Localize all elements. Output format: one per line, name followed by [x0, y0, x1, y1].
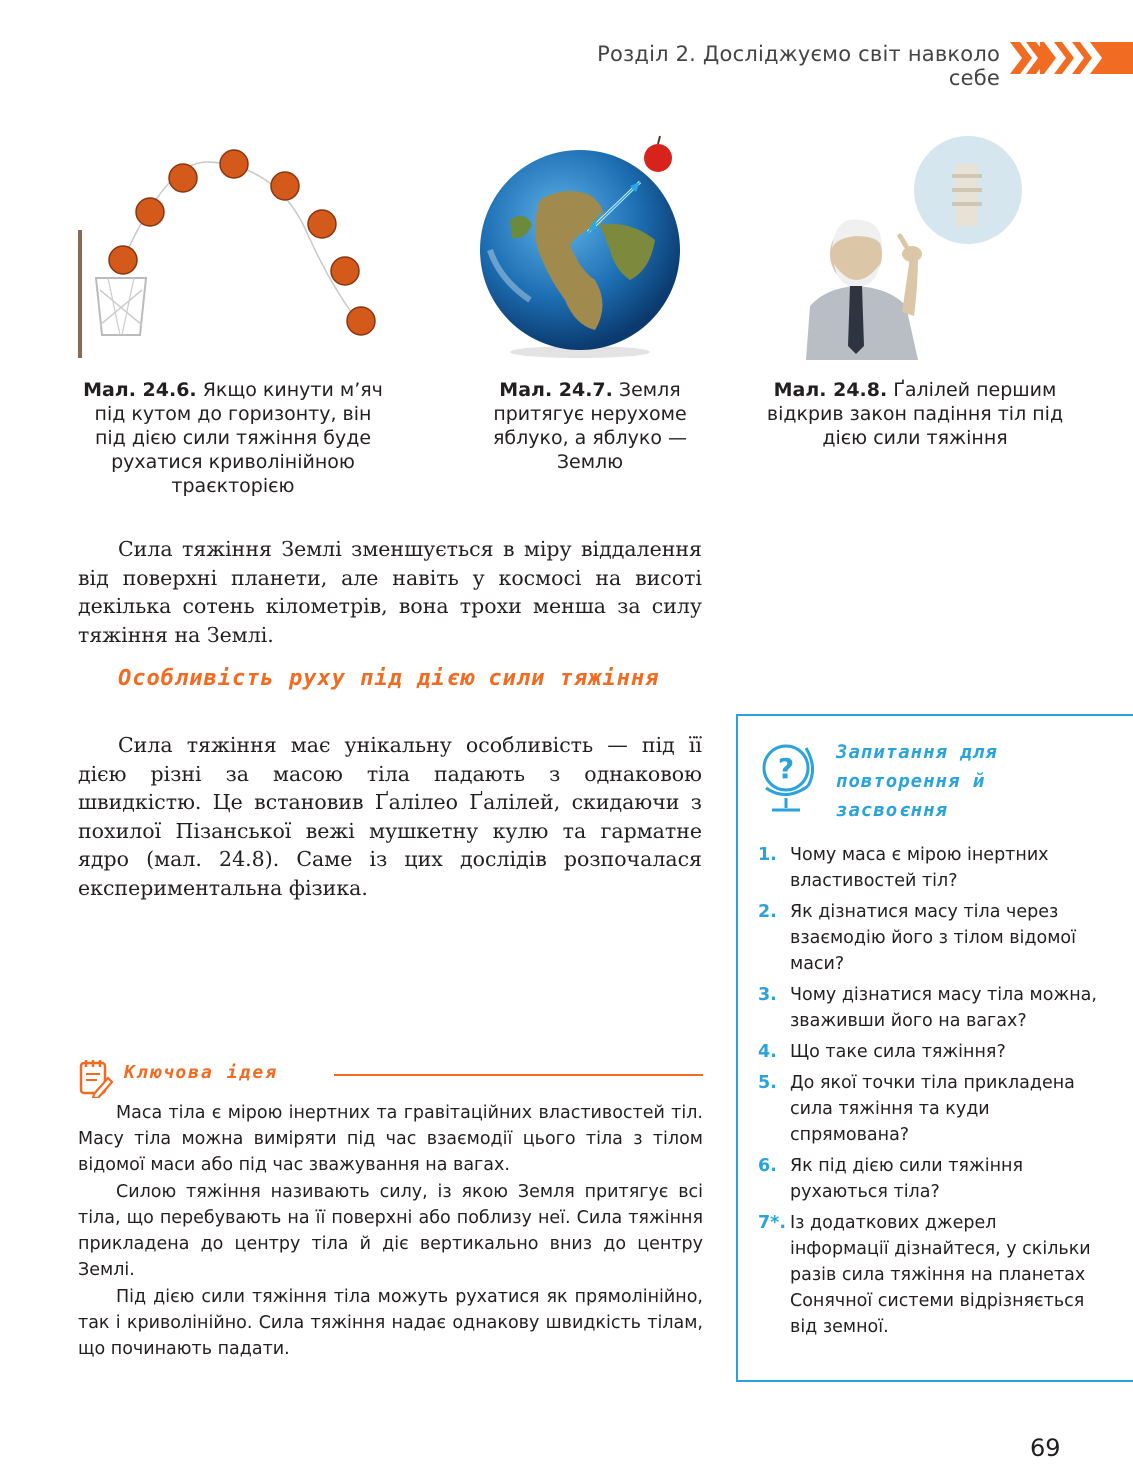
figure-caption-24-6 [78, 378, 388, 498]
question-text: Із додаткових джерел інформації дізнайтеся, у скільки разів сила тяжіння на планетах Сонячної системи відрізняється від земної. [790, 1213, 1091, 1337]
question-item [758, 1210, 1098, 1340]
question-number: 3. [758, 985, 777, 1005]
question-number: 1. [758, 845, 777, 865]
question-number: 4. [758, 1042, 777, 1062]
question-number: 2. [758, 902, 777, 922]
earth-apple-figure [470, 130, 690, 360]
figure-caption-text: Земля притягує нерухоме яблуко, а яблуко — Землю [492, 379, 688, 473]
question-text: Як під дією сили тяжіння рухаються тіла? [790, 1156, 1023, 1202]
key-idea-header [78, 1058, 703, 1098]
question-item [758, 1153, 1098, 1205]
page-number: 69 [1030, 1434, 1061, 1462]
paragraph-text: Сила тяжіння Землі зменшується в міру віддалення від поверхні планети, але навіть у космосі на висоті декілька сотень кілометрів, вона трохи менша за силу тяжіння на Землі. [78, 537, 702, 647]
figure-caption-text: Якщо кинути м’яч під кутом до горизонту, він під дією сили тяжіння буде рухатися криволінійною траєкторією [94, 379, 383, 497]
svg-text:?: ? [777, 752, 795, 785]
question-item [758, 982, 1098, 1034]
figure-caption-24-7 [470, 378, 710, 474]
questions-list [758, 842, 1098, 1345]
question-item [758, 899, 1098, 977]
figure-caption-text: Ґалілей першим відкрив закон падіння тіл під дією сили тяжіння [766, 379, 1064, 449]
question-text: Чому дізнатися масу тіла можна, зваживши його на вагах? [790, 985, 1097, 1031]
question-text: До якої точки тіла прикладена сила тяжіння та куди спрямована? [790, 1073, 1075, 1145]
question-item [758, 842, 1098, 894]
figure-label: Мал. 24.7. [499, 379, 613, 401]
chapter-header: Розділ 2. Досліджуємо світ навколо себе [597, 42, 1000, 90]
question-globe-icon [756, 736, 822, 816]
figure-label: Мал. 24.8. [773, 379, 888, 401]
divider-line [334, 1074, 703, 1076]
notepad-pencil-icon [78, 1058, 114, 1098]
question-item [758, 1070, 1098, 1148]
galileo-figure [806, 136, 1026, 360]
key-idea-title: Ключова ідея [124, 1062, 279, 1083]
question-text: Чому маса є мірою інертних властивостей тіл? [790, 845, 1049, 891]
key-idea-body [78, 1100, 703, 1363]
question-text: Що таке сила тяжіння? [790, 1042, 1006, 1062]
chevron-arrows-icon [1010, 40, 1133, 76]
review-questions-box [736, 714, 1133, 1382]
question-text: Як дізнатися масу тіла через взаємодію його з тілом відомої маси? [790, 902, 1076, 974]
question-number: 7*. [758, 1213, 786, 1233]
figure-label: Мал. 24.6. [83, 379, 197, 401]
body-paragraph [78, 535, 702, 649]
question-number: 6. [758, 1156, 777, 1176]
figure-caption-24-8 [760, 378, 1070, 450]
body-paragraph [78, 731, 702, 902]
key-idea-paragraph: Маса тіла є мірою інертних та гравітаційних властивостей тіл. Масу тіла можна виміряти під час взаємодії цього тіла з тілом відомої маси або під час зважування на вагах. [78, 1103, 703, 1175]
section-heading: Особливість руху під дією сили тяжіння [118, 666, 660, 691]
paragraph-text: Сила тяжіння має унікальну особливість — під її дією різні за масою тіла падають з однаковою швидкістю. Це встановив Ґалілео Ґалілей, скидаючи з похилої Пізанської вежі мушкетну кулю та гарматне ядро (мал. 24.8). Саме із цих дослідів розпочалася експериментальна фізика. [78, 733, 702, 900]
basketball-trajectory-figure [78, 140, 388, 360]
question-number: 5. [758, 1073, 777, 1093]
key-idea-paragraph: Під дією сили тяжіння тіла можуть рухатися як прямолінійно, так і криволінійно. Сила тяжіння надає однакову швидкість тілам, що починають падати. [78, 1287, 703, 1359]
key-idea-paragraph: Силою тяжіння називають силу, із якою Земля притягує всі тіла, що перебувають на її поверхні або поблизу неї. Сила тяжіння прикладена до центру тіла й діє вертикально вниз до центру Землі. [78, 1182, 703, 1280]
question-item [758, 1039, 1098, 1065]
questions-title: Запитання для повторення й засвоєння [836, 741, 998, 821]
